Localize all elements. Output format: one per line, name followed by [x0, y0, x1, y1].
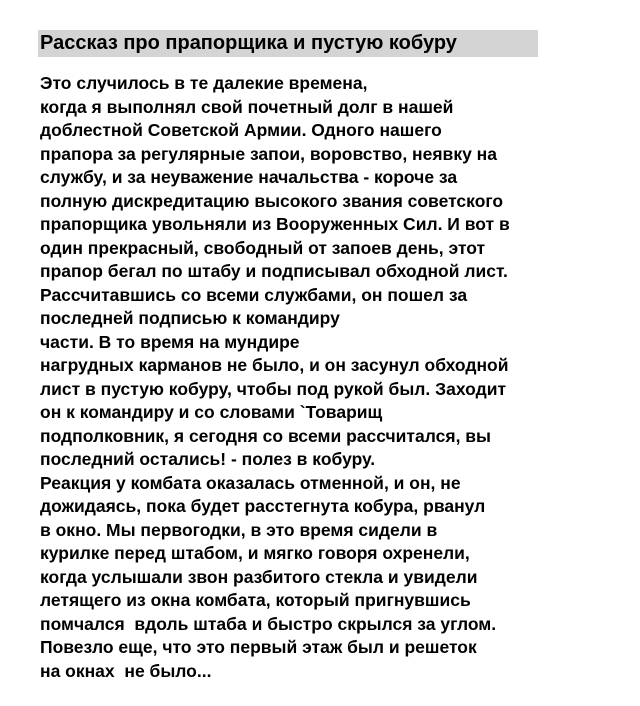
story-line: части. В то время на мундире [40, 331, 300, 352]
story-line: последний остались! - полез в кобуру. [40, 449, 376, 469]
story-line: полную дискредитацию высокого звания советского [40, 190, 504, 211]
story-body [40, 72, 625, 683]
story-line: дожидаясь, пока будет расстегнута кобура, рванул [40, 496, 486, 516]
story-line: службу, и за неуважение начальства - короче за [40, 167, 458, 187]
story-line: один прекрасный, свободный от запоев день, этот [40, 237, 486, 258]
story-line: лист в пустую кобуру, чтобы под рукой был. Заходит [40, 378, 507, 399]
story-line: доблестной Советской Армии. Одного нашего [40, 120, 442, 140]
story-line: на окнах не было... [40, 660, 212, 681]
story-title: Рассказ про прапорщика и пустую кобуру [38, 30, 538, 57]
story-line: прапор бегал по штабу и подписывал обходной лист. [40, 261, 508, 281]
story-line: курилке перед штабом, и мягко говоря охренели, [40, 543, 470, 563]
story-line: в окно. Мы первогодки, в это время сидели в [40, 519, 438, 540]
story-line: Это случилось в те далекие времена, [40, 73, 368, 93]
story-line: он к командиру и со словами `Товарищ [40, 402, 383, 422]
story-line: Повезло еще, что это первый этаж был и решеток [40, 637, 477, 657]
story-line: прапорщика увольняли из Вооруженных Сил. И вот в [40, 214, 510, 234]
story-line: нагрудных карманов не было, и он засунул обходной [40, 355, 509, 375]
story-line: Рассчитавшись со всеми службами, он пошел за [40, 284, 468, 305]
story-line: последней подписью к командиру [40, 308, 340, 328]
story-line: когда я выполнял свой почетный долг в нашей [40, 96, 454, 117]
story-line: подполковник, я сегодня со всеми рассчитался, вы [40, 425, 491, 446]
story-line: когда услышали звон разбитого стекла и увидели [40, 566, 478, 587]
story-line: помчался вдоль штаба и быстро скрылся за углом. [40, 613, 497, 634]
story-line: прапора за регулярные запои, воровство, неявку на [40, 143, 497, 164]
story-line: летящего из окна комбата, который пригнувшись [40, 590, 471, 610]
story-line: Реакция у комбата оказалась отменной, и он, не [40, 472, 461, 493]
